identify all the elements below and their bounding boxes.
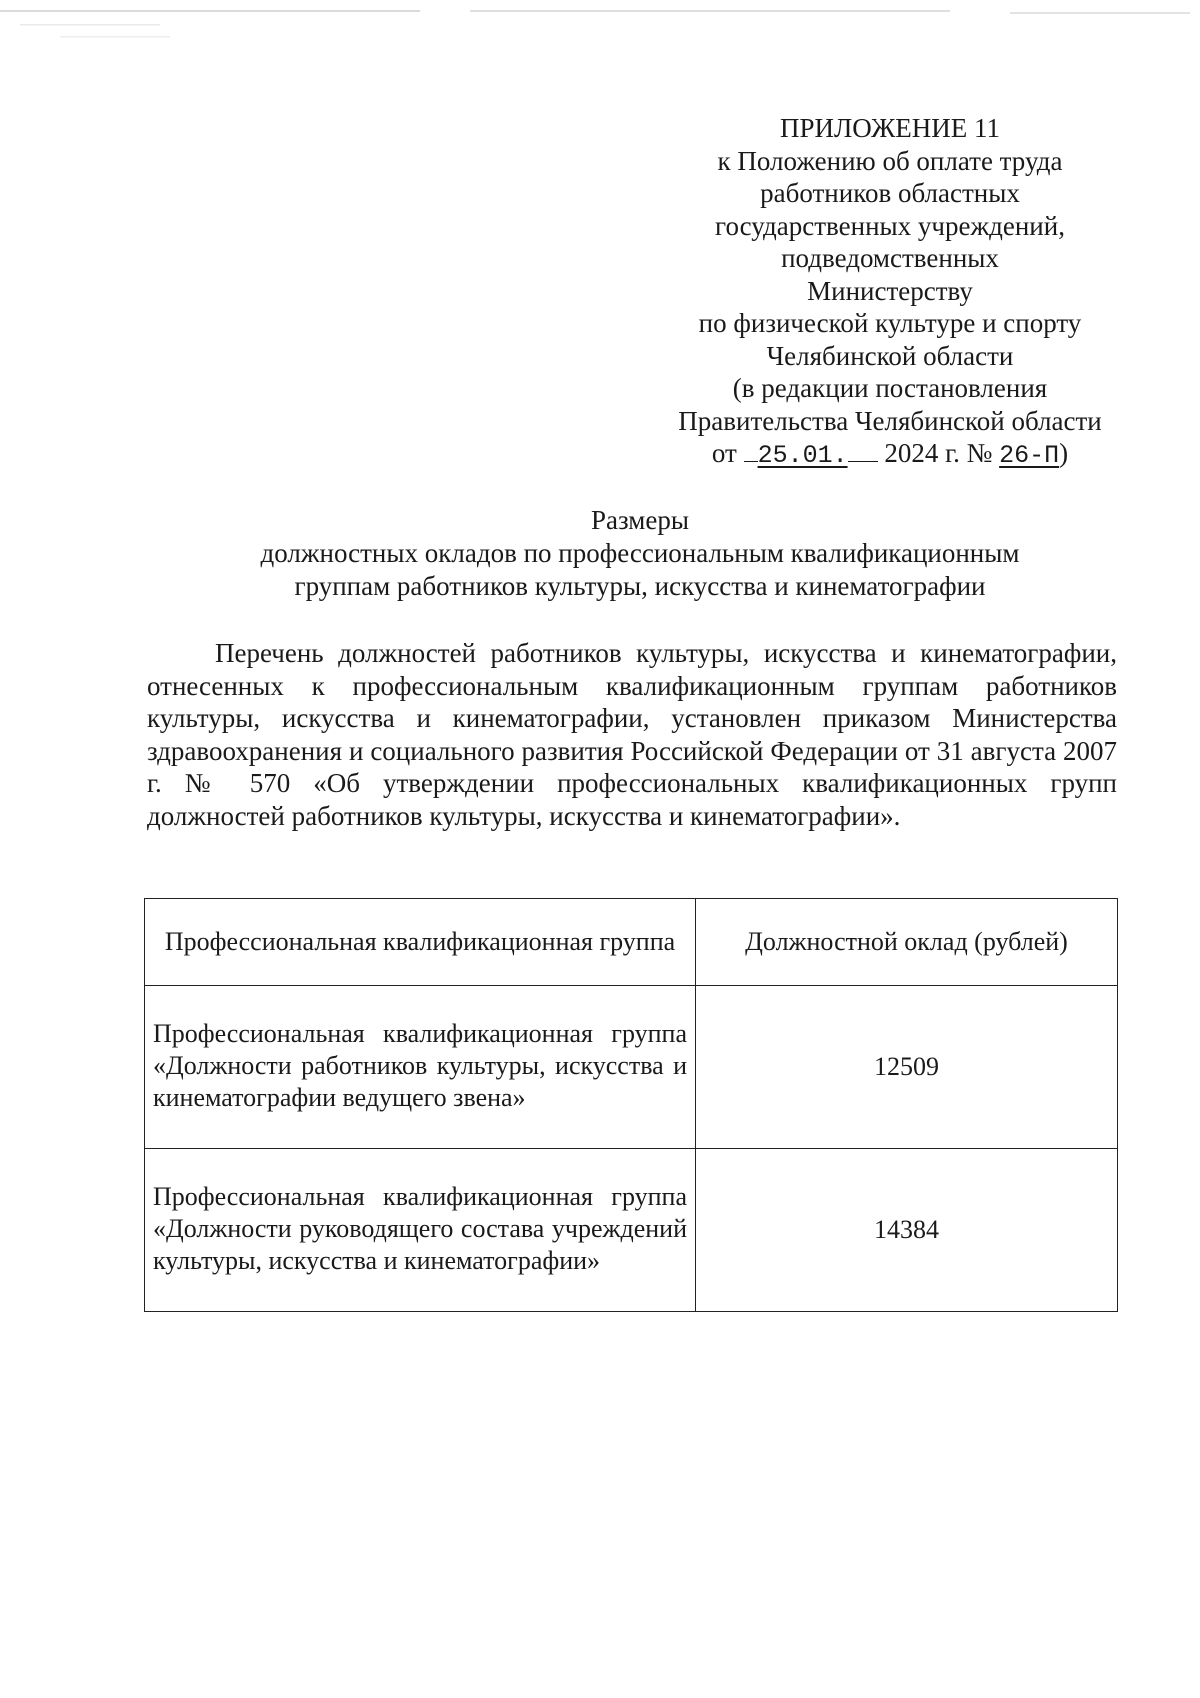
salary-cell: 14384 xyxy=(696,1149,1118,1312)
resolution-year: 2024 г. № xyxy=(884,438,993,468)
table-row xyxy=(145,1149,1118,1312)
closing-paren: ) xyxy=(1059,438,1069,468)
scan-artifact-strip xyxy=(0,6,1200,46)
appendix-line: Челябинской области xyxy=(766,340,1014,371)
appendix-line: работников областных xyxy=(760,178,1020,208)
header-group: Профессиональная квалификационная группа xyxy=(145,899,696,986)
header-salary: Должностной оклад (рублей) xyxy=(696,899,1118,986)
document-title xyxy=(140,504,1140,603)
appendix-line: Министерству xyxy=(807,275,973,306)
date-blank-right xyxy=(848,437,878,462)
appendix-block xyxy=(640,112,1140,473)
appendix-line: Правительства Челябинской области xyxy=(678,405,1102,436)
date-blank-left xyxy=(744,437,758,462)
title-line-3: группам работников культуры, искусства и кинематографии xyxy=(294,571,986,601)
appendix-line: к Положению об оплате труда xyxy=(717,145,1063,176)
table-row xyxy=(145,986,1118,1149)
table-header-row xyxy=(145,899,1118,986)
appendix-line: (в редакции постановления xyxy=(732,373,1048,403)
title-line-1: Размеры xyxy=(591,505,689,535)
salary-cell: 12509 xyxy=(696,986,1118,1149)
appendix-line: государственных учреждений, xyxy=(715,210,1065,241)
title-line-2: должностных окладов по профессиональным квалификационным xyxy=(260,538,1020,568)
appendix-line: по физической культуре и спорту xyxy=(698,308,1082,338)
group-cell: Профессиональная квалификационная группа «Должности работников культуры, искусства и кинематографии ведущего звена» xyxy=(145,986,696,1149)
appendix-heading: ПРИЛОЖЕНИЕ 11 xyxy=(779,113,1001,143)
group-cell: Профессиональная квалификационная группа «Должности руководящего состава учреждений культуры, искусства и кинематографии» xyxy=(145,1149,696,1312)
date-prefix: от xyxy=(711,438,737,468)
appendix-line: подведомственных xyxy=(781,243,999,273)
resolution-date-line xyxy=(640,437,1140,473)
resolution-number: 26-П xyxy=(999,441,1060,470)
body-paragraph: Перечень должностей работников культуры, искусства и кинематографии, отнесенных к профессиональным квалификационным группам работников культуры, искусства и кинематографии, установлен приказом Министерства здравоохранения и социального развития Российской Федерации от 31 августа 2007 г. № 570 «Об утверждении профессиональных квалификационных групп должностей работников культуры, искусства и кинематографии». xyxy=(147,638,1117,831)
resolution-date: 25.01. xyxy=(757,441,848,470)
salary-table xyxy=(144,898,1118,1312)
